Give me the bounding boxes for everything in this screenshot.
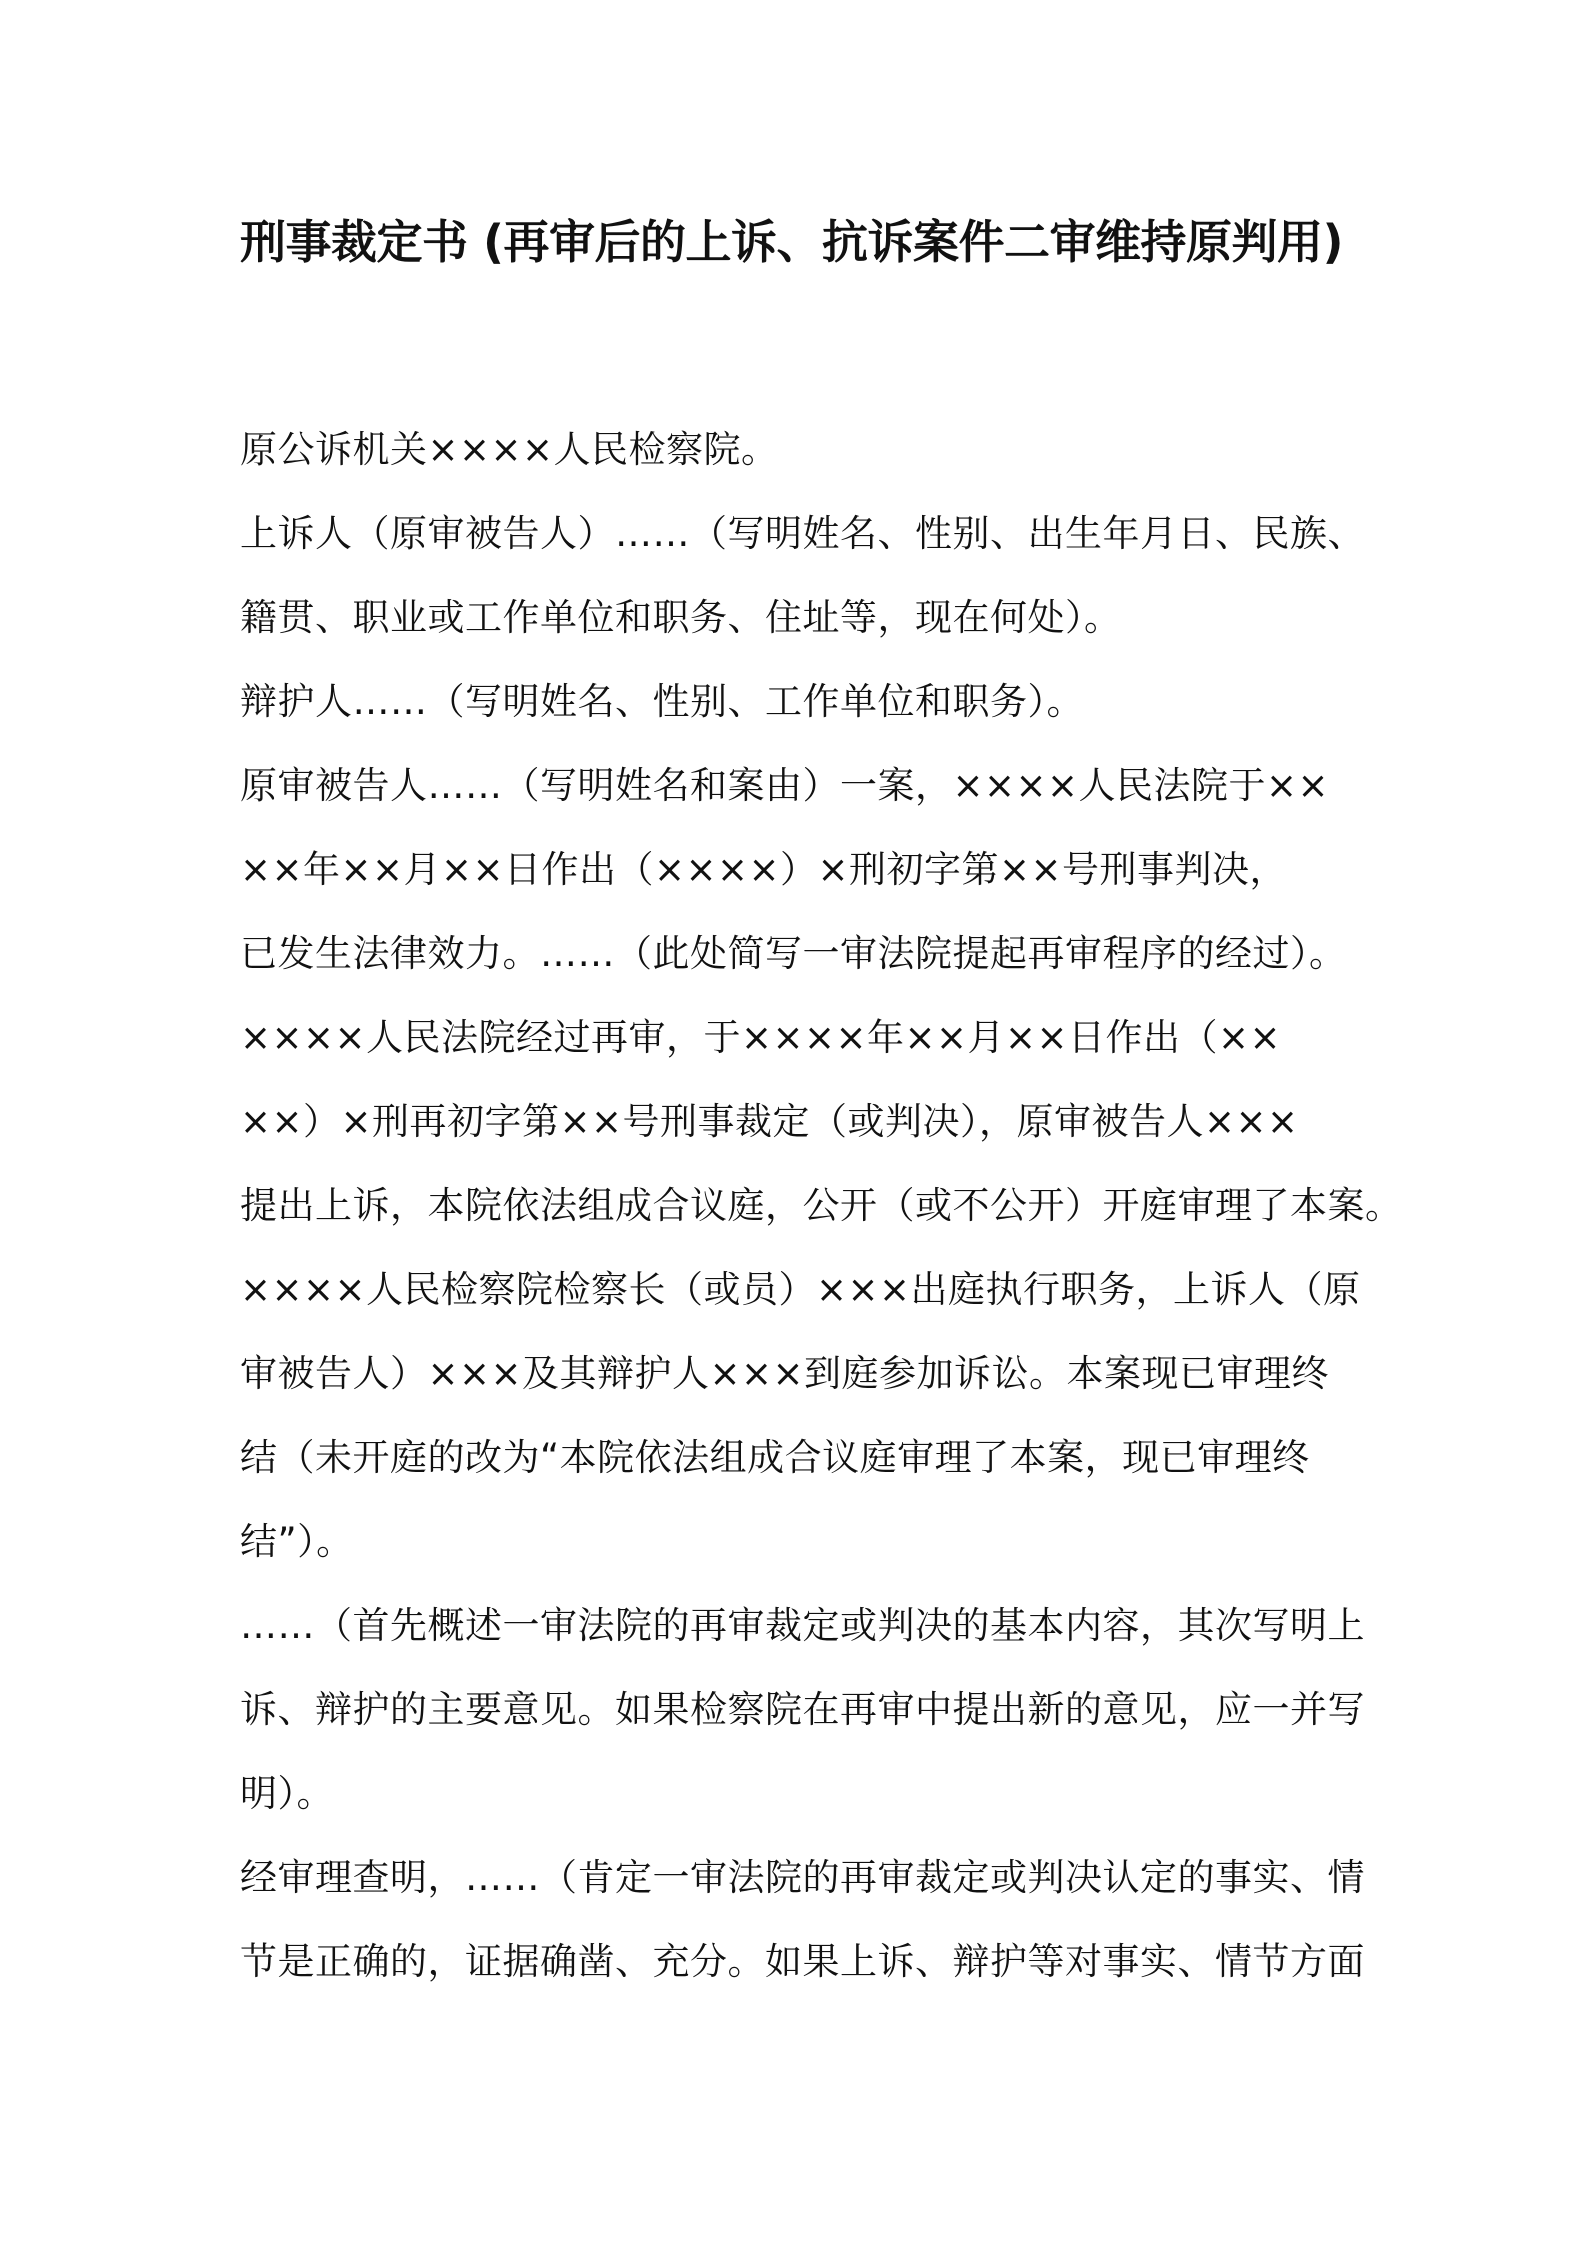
document-body [240,408,1403,2004]
body-line: 籍贯、职业或工作单位和职务、住址等，现在何处）。 [240,596,1122,639]
body-line: 结”）。 [240,1520,354,1563]
body-line: ××××人民法院经过再审，于××××年××月××日作出（×× [240,1016,1282,1059]
body-line: 审被告人）×××及其辩护人×××到庭参加诉讼。本案现已审理终 [240,1352,1330,1395]
body-line: ××）×刑再初字第××号刑事裁定（或判决），原审被告人××× [240,1100,1299,1143]
body-line: ××××人民检察院检察长（或员）×××出庭执行职务，上诉人（原 [240,1268,1361,1311]
body-line: 辩护人……（写明姓名、性别、工作单位和职务）。 [240,680,1084,723]
body-line: 节是正确的，证据确凿、充分。如果上诉、辩护等对事实、情节方面 [240,1940,1365,1983]
body-line: 明）。 [240,1772,334,1815]
body-line: 经审理查明，……（肯定一审法院的再审裁定或判决认定的事实、情 [240,1856,1365,1899]
body-line: 上诉人（原审被告人）……（写明姓名、性别、出生年月日、民族、 [240,512,1365,555]
body-line: ……（首先概述一审法院的再审裁定或判决的基本内容，其次写明上 [240,1604,1365,1647]
document-title: 刑事裁定书 (再审后的上诉、抗诉案件二审维持原判用) [240,215,1344,269]
body-line: ××年××月××日作出（××××）×刑初字第××号刑事判决， [240,848,1288,891]
body-line: 原审被告人……（写明姓名和案由）一案，××××人民法院于×× [240,764,1330,807]
body-line: 结（未开庭的改为“本院依法组成合议庭审理了本案，现已审理终 [240,1436,1310,1479]
body-line: 原公诉机关××××人民检察院。 [240,428,779,471]
body-line: 提出上诉，本院依法组成合议庭，公开（或不公开）开庭审理了本案。 [240,1184,1403,1227]
body-line: 已发生法律效力。……（此处简写一审法院提起再审程序的经过）。 [240,932,1347,975]
body-line: 诉、辩护的主要意见。如果检察院在再审中提出新的意见，应一并写 [240,1688,1365,1731]
